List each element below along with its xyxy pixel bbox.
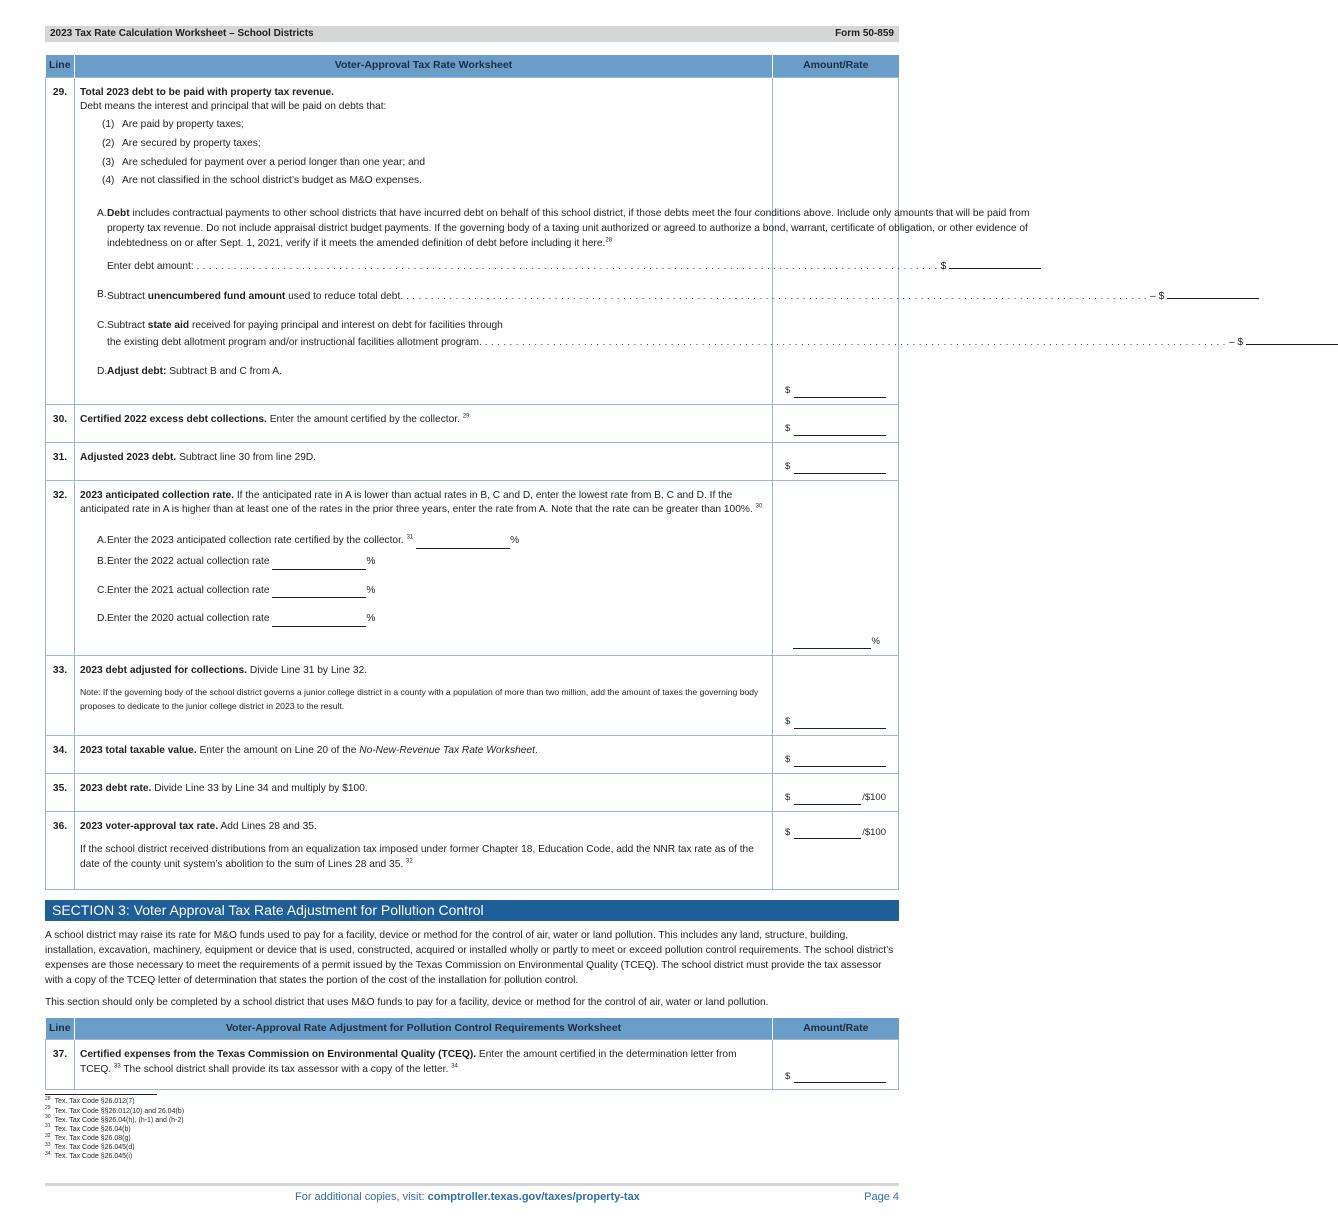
section-3-paragraph: A school district may raise its rate for M&O funds used to pay for a facility, device or method for the control of air, water or land pollution. This includes any land, structure, building, installation, excavation, machinery, equipment or device that is used, constructed, acquired or installed wholly or partly to meet or exceed pollution control requirements. The school district’s expenses are those necessary to meet the requirements of a permit issued by the Texas Commission on Environmental Quality (TCEQ). The school district must provide the tax assessor with a copy of the TCEQ letter of determination that states the portion of the cost of the installation for pollution control.	[45, 929, 894, 987]
comptroller-link[interactable]: comptroller.texas.gov/taxes/property-tax	[427, 1191, 640, 1203]
worksheet-row-29	[46, 77, 899, 404]
line-description: 2023 voter-approval tax rate. Add Lines 28 and 35. If the school district received distributions from an equalization tax imposed under former Chapter 18, Education Code, add the NNR tax rate as of the date of the county unit system’s abolition to the sum of Lines 28 and 35. $^{32}$	[75, 811, 773, 889]
voter-approval-worksheet	[45, 55, 1244, 890]
footnote: $^{32}$ Tex. Tax Code §26.08(g)	[45, 1132, 131, 1142]
page-number: Page 4	[864, 1191, 899, 1203]
unencumbered-fund-field[interactable]	[1167, 288, 1259, 299]
line-description: 2023 debt adjusted for collections. Divide Line 31 by Line 32. Note: If the governing body of the school district governs a junior college district in a county with a population of more than two million, add the amount of taxes the governing body proposes to dedicate to the junior college district in 2023 to the result.	[75, 655, 773, 735]
line-number: 37.	[46, 1040, 75, 1090]
debt-amount-field[interactable]	[949, 258, 1041, 269]
debt-conditions-list	[80, 118, 764, 189]
amount-field[interactable]	[794, 387, 886, 398]
col-desc-header: Voter-Approval Tax Rate Worksheet	[75, 55, 773, 77]
line-number: 29.	[46, 77, 75, 404]
form-number: Form 50-859	[835, 27, 894, 39]
footnote: $^{31}$ Tex. Tax Code §26.04(b)	[45, 1123, 131, 1133]
subline-29c: C. Subtract state aid received for paying principal and interest on debt for facilities through the existing debt allotment program and/or instructional facilities allotment program. . . . – $	[80, 319, 764, 351]
amount-cell: $ /$100	[773, 773, 899, 811]
section-3-header: SECTION 3: Voter Approval Tax Rate Adjustment for Pollution Control	[45, 900, 899, 921]
form-title: 2023 Tax Rate Calculation Worksheet – School Districts	[50, 27, 314, 39]
amount-cell: $	[773, 735, 899, 773]
note-text: Note: If the governing body of the school district governs a junior college district in a county with a population of more than two million, add the amount of taxes the governing body proposes to dedicate to the junior college district in 2023 to the result.	[80, 687, 759, 712]
rate-field[interactable]	[794, 828, 861, 839]
rate-field[interactable]	[272, 587, 366, 598]
line-number: 31.	[46, 442, 75, 480]
form-page	[45, 26, 1244, 1161]
worksheet-row-31	[46, 442, 899, 480]
line-number: 30.	[46, 404, 75, 442]
line-description: 2023 total taxable value. Enter the amount on Line 20 of the No-New-Revenue Tax Rate Worksheet.	[75, 735, 773, 773]
amount-cell: $	[773, 655, 899, 735]
rate-field[interactable]	[272, 559, 366, 570]
line-number: 35.	[46, 773, 75, 811]
line-description: Adjusted 2023 debt. Subtract line 30 from line 29D.	[75, 442, 773, 480]
worksheet-row-30	[46, 404, 899, 442]
footnotes	[45, 1094, 185, 1161]
worksheet-row-32	[46, 480, 899, 655]
amount-cell: $	[773, 442, 899, 480]
pollution-control-worksheet	[45, 1018, 899, 1091]
rate-field[interactable]	[416, 538, 510, 549]
amount-cell: %	[773, 480, 899, 655]
amount-field[interactable]	[794, 425, 886, 436]
rate-field[interactable]	[793, 638, 871, 649]
list-item: (4) Are not classified in the school district’s budget as M&O expenses.	[102, 175, 422, 187]
footnote: $^{28}$ Tex. Tax Code §26.012(7)	[45, 1096, 135, 1106]
worksheet-row-36	[46, 811, 899, 889]
footnote: $^{33}$ Tex. Tax Code §26.045(d)	[45, 1141, 135, 1151]
amount-field[interactable]	[794, 1072, 886, 1083]
list-item: (1) Are paid by property taxes;	[102, 119, 244, 131]
page-footer: For additional copies, visit: comptroller.texas.gov/taxes/property-tax Page 4	[45, 1183, 899, 1203]
subline-32b: B. Enter the 2022 actual collection rate %	[80, 555, 764, 570]
col-amount-header: Amount/Rate	[773, 55, 899, 77]
line-intro: Debt means the interest and principal that will be paid on debts that:	[80, 101, 387, 113]
line-title: Total 2023 debt to be paid with property tax revenue.	[80, 86, 334, 98]
col-line-header: Line	[46, 55, 75, 77]
col-desc-header: Voter-Approval Rate Adjustment for Pollution Control Requirements Worksheet	[75, 1018, 773, 1040]
footnote: $^{29}$ Tex. Tax Code §§26.012(10) and 26.04(b)	[45, 1105, 185, 1115]
line-description: 2023 anticipated collection rate. If the anticipated rate in A is lower than actual rates in B, C and D, enter the lowest rate from B, C and D. If the anticipated rate in A is higher than at least one of the rates in the prior three years, enter the rate from A. Note that the rate can be greater than 100%. $^{30}$ A. Enter the 2023 anticipated collection rate certified by the collector. $^{31}$ % B. Enter the 2022 actual collection rate % C. Enter the 2021 actual collection rate % D. Enter the 2020 actual collection rate %	[75, 480, 773, 655]
amount-cell: $	[773, 1040, 899, 1090]
worksheet-row-37	[46, 1040, 899, 1090]
subline-29a: A. Debt includes contractual payments to other school districts that have incurred debt on behalf of this school district, if those debts meet the four conditions above. Include only amounts that will be paid from property tax revenue. Do not include appraisal district budget payments. If the governing body of a taxing unit authorized or agreed to authorize a bond, warrant, certificate of obligation, or other evidence of indebtedness on or after Sept. 1, 2021, verify if it meets the amended definition of debt before including it here.$^{28}$ Enter debt amount: . . . $	[80, 207, 764, 274]
col-line-header: Line	[46, 1018, 75, 1040]
subline-32d: D. Enter the 2020 actual collection rate %	[80, 612, 764, 627]
line-description: Certified expenses from the Texas Commission on Environmental Quality (TCEQ). Enter the amount certified in the determination letter from TCEQ. $^{33}$ The school district shall provide its tax assessor with a copy of the letter. $^{34}$	[75, 1040, 773, 1090]
worksheet-row-35	[46, 773, 899, 811]
rate-field[interactable]	[794, 794, 861, 805]
amount-cell: $	[773, 77, 899, 404]
amount-field[interactable]	[794, 756, 886, 767]
subline-32a: A. Enter the 2023 anticipated collection rate certified by the collector. $^{31}$ %	[80, 534, 764, 549]
footnote: $^{30}$ Tex. Tax Code §§26.04(h), (h-1) and (h-2)	[45, 1114, 184, 1124]
subline-32c: C. Enter the 2021 actual collection rate %	[80, 584, 764, 599]
amount-field[interactable]	[794, 718, 886, 729]
amount-cell: $ /$100	[773, 811, 899, 889]
amount-cell: $	[773, 404, 899, 442]
line-description	[75, 77, 1244, 404]
form-header	[45, 26, 899, 42]
amount-field[interactable]	[794, 463, 886, 474]
list-item: (3) Are scheduled for payment over a period longer than one year; and	[102, 156, 425, 168]
line-number: 32.	[46, 480, 75, 655]
line-number: 34.	[46, 735, 75, 773]
line-description: Certified 2022 excess debt collections. Enter the amount certified by the collector. $^{29}$	[75, 404, 773, 442]
worksheet-row-33	[46, 655, 899, 735]
worksheet-row-34	[46, 735, 899, 773]
subline-29b: B. Subtract unencumbered fund amount used to reduce total debt. . . . – $	[80, 288, 764, 305]
section-3-paragraph: This section should only be completed by a school district that uses M&O funds to pay for a facility, device or method for the control of air, water or land pollution.	[45, 996, 769, 1008]
line-number: 36.	[46, 811, 75, 889]
footnote: $^{34}$ Tex. Tax Code §26.045(i)	[45, 1150, 133, 1161]
line-number: 33.	[46, 655, 75, 735]
state-aid-field[interactable]	[1246, 334, 1338, 345]
subline-29d: D. Adjust debt: Subtract B and C from A.	[97, 365, 282, 377]
rate-field[interactable]	[272, 616, 366, 627]
col-amount-header: Amount/Rate	[773, 1018, 899, 1040]
list-item: (2) Are secured by property taxes;	[102, 137, 261, 149]
line-description: 2023 debt rate. Divide Line 33 by Line 34 and multiply by $100.	[75, 773, 773, 811]
